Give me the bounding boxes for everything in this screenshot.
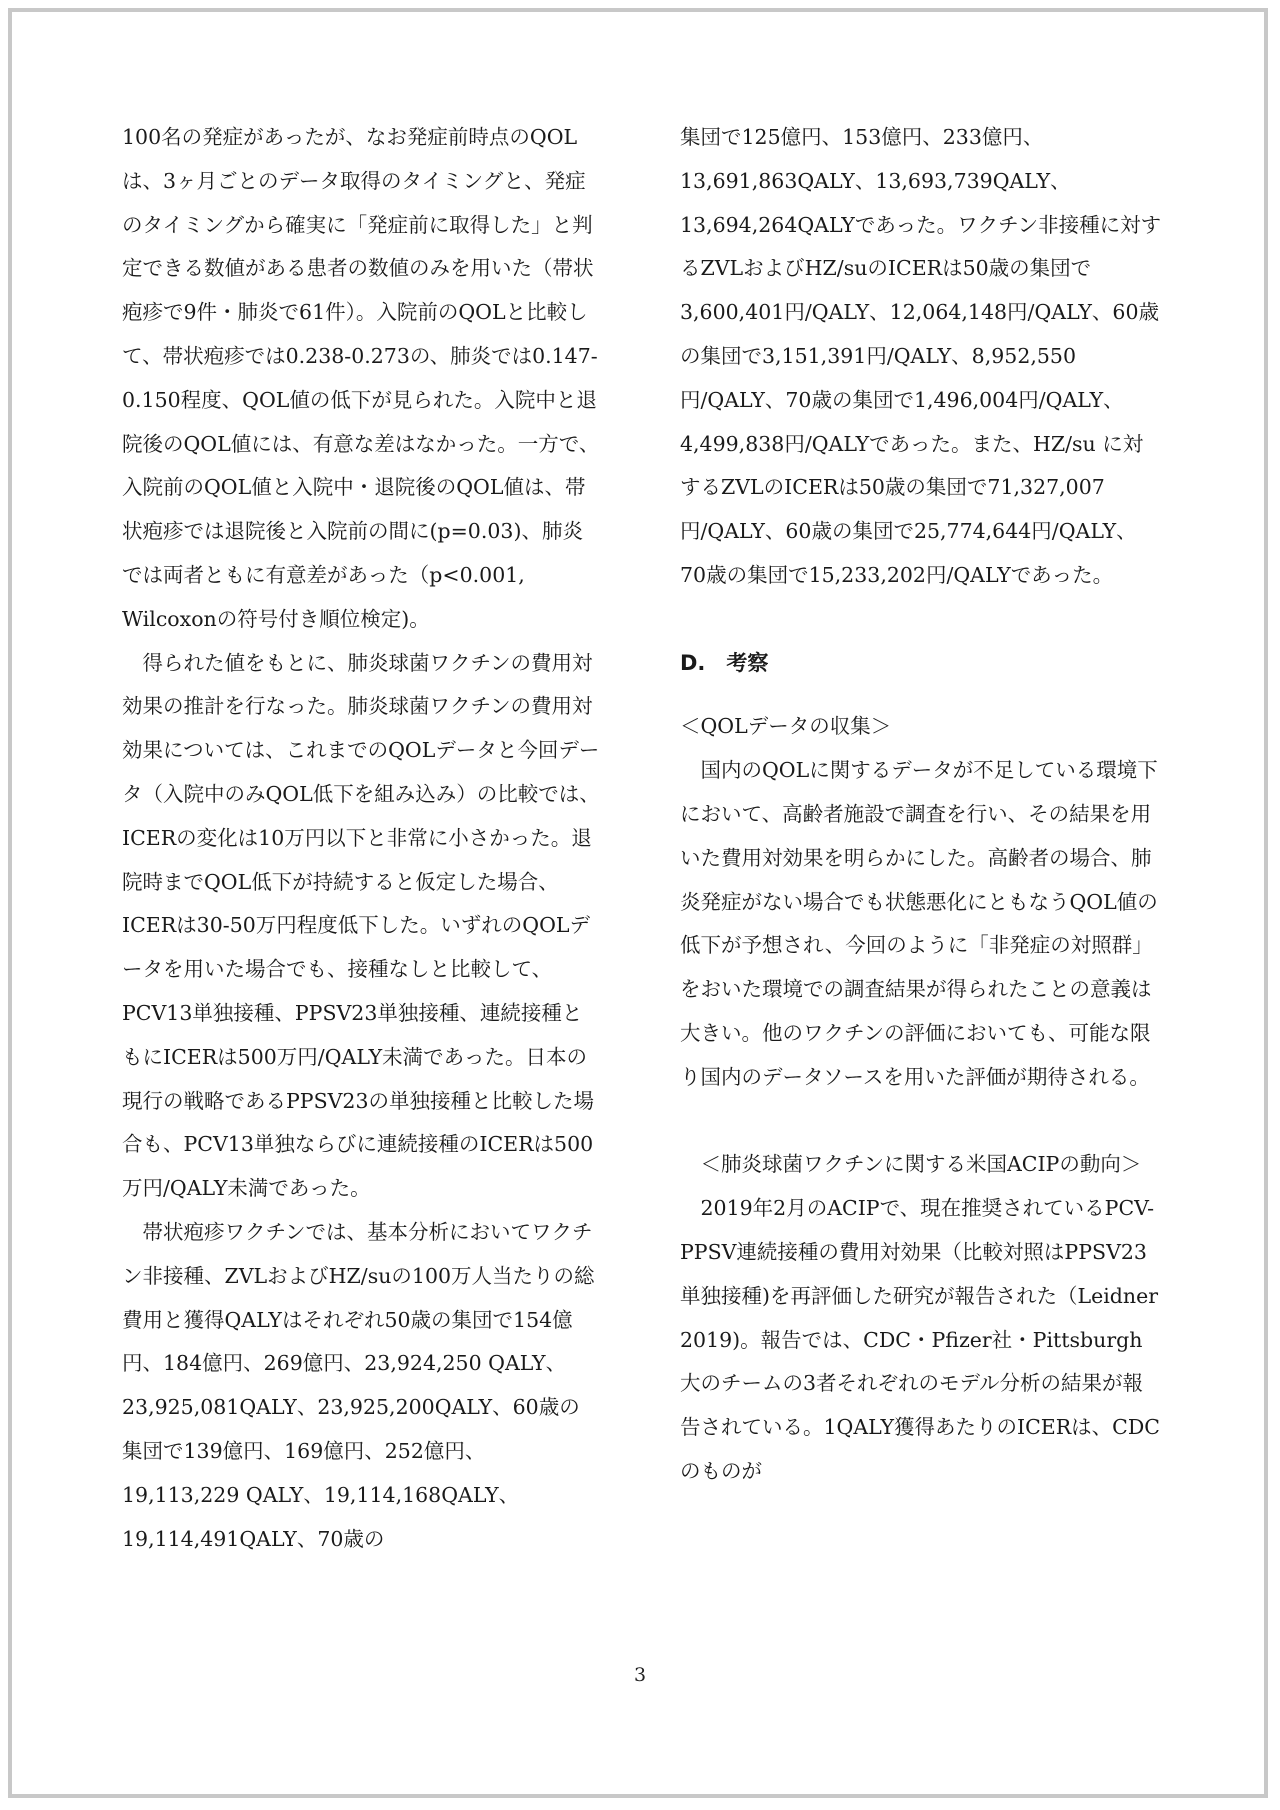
spacer bbox=[680, 685, 1162, 705]
subheading-acip-trend: ＜肺炎球菌ワクチンに関する米国ACIPの動向＞ bbox=[700, 1152, 1142, 1177]
right-paragraph-1: 集団で125億円、153億円、233億円、13,691,863QALY、13,693,739QALY、13,694,264QALYであった。ワクチン非接種に対するZVLおよびHZ/suのICERは50歳の集団で3,600,401円/QALY、12,064,148円/QALY、60歳の集団で3,151,391円/QALY、8,952,550円/QALY、70歳の集団で1,496,004円/QALY、4,499,838円/QALYであった。また、HZ/su に対するZVLのICERは50歳の集団で71,327,007円/QALY、60歳の集団で25,774,644円/QALY、70歳の集団で15,233,202円/QALYであった。 bbox=[680, 125, 1162, 587]
spacer bbox=[680, 1100, 1162, 1144]
page-number: 3 bbox=[633, 1664, 647, 1686]
spacer bbox=[680, 598, 1162, 642]
left-paragraph-3: 帯状疱疹ワクチンでは、基本分析においてワクチン非接種、ZVLおよびHZ/suの100万人当たりの総費用と獲得QALYはそれぞれ50歳の集団で154億円、184億円、269億円、23,924,250 QALY、23,925,081QALY、23,925,200QALY、60歳の集団で139億円、169億円、252億円、19,113,229 QALY、19,114,168QALY、19,114,491QALY、70歳の bbox=[122, 1219, 595, 1551]
left-column bbox=[122, 116, 600, 1561]
right-paragraph-2: 国内のQOLに関するデータが不足している環境下において、高齢者施設で調査を行い、その結果を用いた費用対効果を明らかにした。高齢者の場合、肺炎発症がない場合でも状態悪化にともなうQOL値の低下が予想され、今回のように「非発症の対照群」をおいた環境での調査結果が得られたことの意義は大きい。他のワクチンの評価においても、可能な限り国内のデータソースを用いた評価が期待される。 bbox=[680, 758, 1158, 1089]
section-heading: D. 考察 bbox=[680, 650, 769, 675]
left-paragraph-2: 得られた値をもとに、肺炎球菌ワクチンの費用対効果の推計を行なった。肺炎球菌ワクチンの費用対効果については、これまでのQOLデータと今回データ（入院中のみQOL低下を組み込み）の比較では、ICERの変化は10万円以下と非常に小さかった。退院時までQOL低下が持続すると仮定した場合、ICERは30-50万円程度低下した。いずれのQOLデータを用いた場合でも、接種なしと比較して、PCV13単独接種、PPSV23単独接種、連続接種ともにICERは500万円/QALY未満であった。日本の現行の戦略であるPPSV23の単独接種と比較した場合も、PCV13単独ならびに連続接種のICERは500万円/QALY未満であった。 bbox=[122, 650, 600, 1201]
subheading-qol-data: ＜QOLデータの収集＞ bbox=[680, 714, 892, 739]
left-paragraph-1: 100名の発症があったが、なお発症前時点のQOLは、3ヶ月ごとのデータ取得のタイミングと、発症のタイミングから確実に「発症前に取得した」と判定できる数値がある患者の数値のみを用いた（帯状疱疹で9件・肺炎で61件）。入院前のQOLと比較して、帯状疱疹では0.238-0.273の、肺炎では0.147-0.150程度、QOL値の低下が見られた。入院中と退院後のQOL値には、有意な差はなかった。一方で、入院前のQOL値と入院中・退院後のQOL値は、帯状疱疹では退院後と入院前の間に(p=0.03)、肺炎では両者ともに有意差があった（p<0.001, Wilcoxonの符号付き順位検定)。 bbox=[122, 125, 600, 631]
right-column bbox=[680, 116, 1162, 1494]
right-paragraph-3: 2019年2月のACIPで、現在推奨されているPCV-PPSV連続接種の費用対効果（比較対照はPPSV23単独接種)を再評価した研究が報告された（Leidner 2019)。報告では、CDC・Pfizer社・Pittsburgh大のチームの3者それぞれのモデル分析の結果が報告されている。1QALY獲得あたりのICERは、CDCのものが bbox=[680, 1196, 1160, 1483]
